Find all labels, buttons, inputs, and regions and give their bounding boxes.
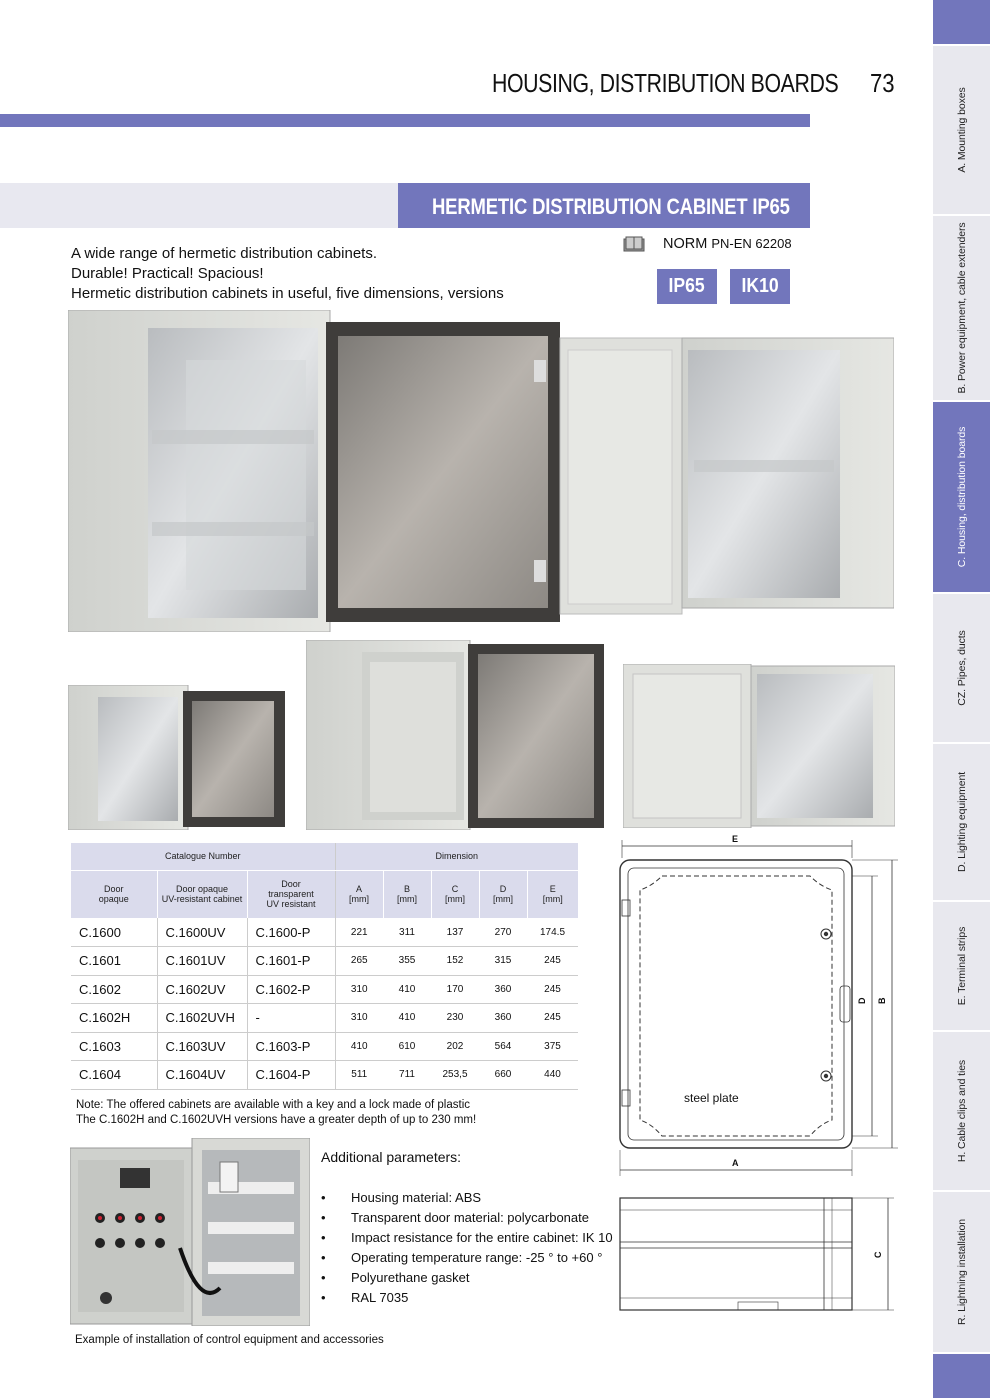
badge-text: IP65 — [668, 275, 706, 297]
dim-label-e: E — [732, 834, 739, 844]
product-photo-small-3 — [623, 664, 895, 828]
side-tabs — [933, 0, 990, 1400]
list-item: • Impact resistance for the entire cabinet: IK 10 — [321, 1228, 613, 1248]
cell: 137 — [431, 918, 479, 947]
technical-drawing-side — [618, 1190, 898, 1320]
tab-label: C. Housing, distribution boards — [955, 426, 968, 568]
tab-terminal-strips[interactable] — [933, 902, 990, 1032]
list-item: • RAL 7035 — [321, 1288, 613, 1308]
cell: 660 — [479, 1061, 527, 1090]
note-line: Note: The offered cabinets are available with a key and a lock made of plastic — [76, 1099, 470, 1111]
list-item: • Operating temperature range: -25 ° to +60 ° — [321, 1248, 613, 1268]
title-strip — [0, 183, 398, 228]
catalogue-number-header: Catalogue Number — [71, 843, 335, 870]
product-photo-small-2 — [306, 640, 606, 830]
cell: C.1602 — [71, 975, 157, 1004]
col-door-transparent: Door transparent UV resistant — [247, 870, 335, 918]
intro-text — [71, 244, 504, 304]
dim-label-b: B — [877, 997, 887, 1004]
cell: 311 — [383, 918, 431, 947]
col-d: D [mm] — [479, 870, 527, 918]
cell: 410 — [383, 1004, 431, 1033]
tab-power-equipment[interactable] — [933, 216, 990, 402]
steel-plate-label: steel plate — [684, 1091, 739, 1105]
cell: 511 — [335, 1061, 383, 1090]
cell: 245 — [527, 1004, 578, 1033]
cell: 355 — [383, 947, 431, 976]
cell: 152 — [431, 947, 479, 976]
ik10-badge — [730, 269, 790, 304]
cell: 360 — [479, 975, 527, 1004]
tab-housing[interactable] — [933, 402, 990, 594]
tab-label: CZ. Pipes, ducts — [955, 630, 968, 706]
cell: 253,5 — [431, 1061, 479, 1090]
page-number: 73 — [870, 68, 895, 98]
ip65-badge — [657, 269, 717, 304]
intro-line: Durable! Practical! Spacious! — [71, 265, 264, 282]
product-photo-large — [68, 310, 894, 632]
col-door-opaque-uv: Door opaque UV-resistant cabinet — [157, 870, 247, 918]
cell: C.1601-P — [247, 947, 335, 976]
norm-book-icon — [623, 236, 645, 252]
cell: 711 — [383, 1061, 431, 1090]
list-item: • Housing material: ABS — [321, 1188, 613, 1208]
cell: 310 — [335, 1004, 383, 1033]
tab-mounting-boxes[interactable] — [933, 46, 990, 216]
cell: 360 — [479, 1004, 527, 1033]
col-e: E [mm] — [527, 870, 578, 918]
cell: C.1603-P — [247, 1032, 335, 1061]
tab-label: A. Mounting boxes — [955, 87, 968, 173]
cell: 440 — [527, 1061, 578, 1090]
cell: 610 — [383, 1032, 431, 1061]
cell: C.1604-P — [247, 1061, 335, 1090]
cell: 270 — [479, 918, 527, 947]
table-note — [76, 1098, 476, 1128]
cell: 221 — [335, 918, 383, 947]
header-bar — [0, 114, 810, 127]
col-c: C [mm] — [431, 870, 479, 918]
tab-pipes-ducts[interactable] — [933, 594, 990, 744]
cell: 265 — [335, 947, 383, 976]
cell: C.1603 — [71, 1032, 157, 1061]
cell: 375 — [527, 1032, 578, 1061]
cell: C.1603UV — [157, 1032, 247, 1061]
cell: C.1601 — [71, 947, 157, 976]
cell: - — [247, 1004, 335, 1033]
dimension-header: Dimension — [335, 843, 578, 870]
table-row — [71, 1061, 578, 1090]
cell: C.1602UVH — [157, 1004, 247, 1033]
cell: C.1600-P — [247, 918, 335, 947]
intro-line: Hermetic distribution cabinets in useful, five dimensions, versions — [71, 285, 504, 302]
norm-value: PN-EN 62208 — [711, 236, 792, 251]
cell: 230 — [431, 1004, 479, 1033]
table-row — [71, 918, 578, 947]
cell: 564 — [479, 1032, 527, 1061]
tab-label: H. Cable clips and ties — [955, 1059, 968, 1163]
cell: C.1600UV — [157, 918, 247, 947]
dim-label-d: D — [857, 997, 867, 1004]
cell: 202 — [431, 1032, 479, 1061]
header-title: HOUSING, DISTRIBUTION BOARDS — [492, 68, 839, 98]
table-row — [71, 1004, 578, 1033]
cell: C.1604UV — [157, 1061, 247, 1090]
cell: 410 — [383, 975, 431, 1004]
cell: C.1601UV — [157, 947, 247, 976]
cell: 245 — [527, 947, 578, 976]
tab-bottom-marker — [933, 1354, 990, 1400]
norm-prefix: NORM — [663, 236, 708, 252]
section-title: HERMETIC DISTRIBUTION CABINET IP65 — [432, 194, 790, 219]
table-row — [71, 975, 578, 1004]
tab-lightning[interactable] — [933, 1192, 990, 1354]
tab-label: B. Power equipment, cable extenders — [955, 222, 968, 394]
col-door-opaque: Door opaque — [71, 870, 157, 918]
col-a: A [mm] — [335, 870, 383, 918]
section-title-box — [398, 183, 810, 228]
technical-drawing-front — [610, 828, 900, 1178]
tab-label: D. Lighting equipment — [955, 771, 968, 873]
tab-cable-clips[interactable] — [933, 1032, 990, 1192]
cell: C.1602-P — [247, 975, 335, 1004]
dim-label-a: A — [732, 1158, 739, 1168]
cell: C.1604 — [71, 1061, 157, 1090]
installation-photo — [70, 1138, 310, 1326]
cell: C.1602H — [71, 1004, 157, 1033]
cell: 245 — [527, 975, 578, 1004]
tab-label: E. Terminal strips — [955, 926, 968, 1006]
col-b: B [mm] — [383, 870, 431, 918]
dim-label-c: C — [873, 1251, 883, 1258]
table-row — [71, 947, 578, 976]
tab-label: R. Lightning installation — [955, 1218, 968, 1326]
note-line: The C.1602H and C.1602UVH versions have a greater depth of up to 230 mm! — [76, 1114, 477, 1126]
cell: C.1602UV — [157, 975, 247, 1004]
badge-text: IK10 — [741, 275, 779, 297]
cell: 315 — [479, 947, 527, 976]
list-item: • Transparent door material: polycarbonate — [321, 1208, 613, 1228]
additional-parameters-list — [321, 1188, 613, 1308]
installation-caption: Example of installation of control equipment and accessories — [75, 1334, 384, 1346]
norm-label — [663, 236, 792, 252]
tab-lighting-equipment[interactable] — [933, 744, 990, 902]
specification-table — [71, 843, 578, 1090]
cell: 170 — [431, 975, 479, 1004]
intro-line: A wide range of hermetic distribution cabinets. — [71, 245, 377, 262]
list-item: • Polyurethane gasket — [321, 1268, 613, 1288]
table-row — [71, 1032, 578, 1061]
product-photo-small-1 — [68, 685, 288, 830]
tab-top-marker — [933, 0, 990, 46]
cell: C.1600 — [71, 918, 157, 947]
cell: 174.5 — [527, 918, 578, 947]
additional-parameters-title: Additional parameters: — [321, 1149, 462, 1165]
cell: 310 — [335, 975, 383, 1004]
cell: 410 — [335, 1032, 383, 1061]
